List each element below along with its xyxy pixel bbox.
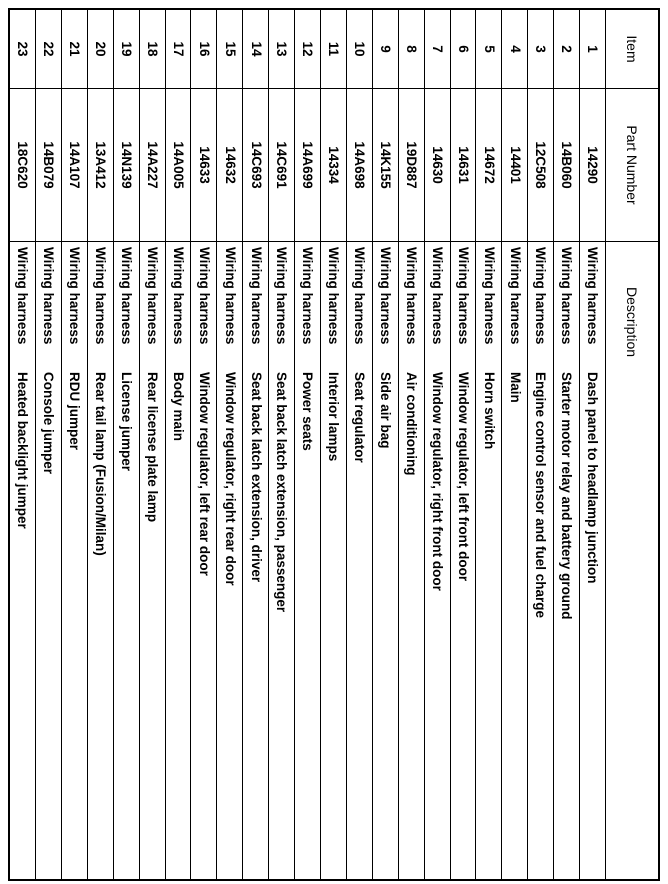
- description-type: Wiring harness: [559, 247, 575, 345]
- table-row: [114, 10, 140, 879]
- table-row: [580, 10, 605, 879]
- header-item: Item: [606, 10, 658, 89]
- item-number-cell: 20: [88, 10, 113, 89]
- item-number-cell: 18: [140, 10, 165, 89]
- description-detail: Rear tail lamp (Fusion/Milan): [93, 372, 109, 556]
- part-number-cell: 14B060: [554, 89, 579, 242]
- description-type: Wiring harness: [585, 247, 601, 345]
- table-row: [295, 10, 321, 879]
- table-row: [554, 10, 580, 879]
- table-row: [347, 10, 373, 879]
- item-number-cell: 16: [192, 10, 217, 89]
- part-number-cell: 14632: [217, 89, 242, 242]
- description-detail: Air conditioning: [403, 372, 419, 476]
- part-number-cell: 14B079: [36, 89, 61, 242]
- description-detail: Engine control sensor and fuel charge: [533, 372, 549, 619]
- description-cell: [502, 242, 527, 879]
- description-detail: Power seats: [300, 372, 316, 451]
- part-number-cell: 14A698: [347, 89, 372, 242]
- item-number-cell: 9: [373, 10, 398, 89]
- item-number-cell: 6: [451, 10, 476, 89]
- description-type: Wiring harness: [352, 247, 368, 345]
- part-number-cell: 14A227: [140, 89, 165, 242]
- description-detail: License jumper: [118, 372, 134, 472]
- item-number-cell: 13: [269, 10, 294, 89]
- table-row: [217, 10, 243, 879]
- part-number-cell: 14630: [425, 89, 450, 242]
- table-row: [476, 10, 502, 879]
- description-cell: [88, 242, 113, 879]
- description-cell: [243, 242, 268, 879]
- table-row: [321, 10, 347, 879]
- item-number-cell: 19: [114, 10, 139, 89]
- header-part-number: Part Number: [606, 89, 658, 242]
- description-cell: [166, 242, 191, 879]
- description-type: Wiring harness: [403, 247, 419, 345]
- item-number-cell: 21: [62, 10, 87, 89]
- description-type: Wiring harness: [67, 247, 83, 345]
- description-detail: Seat back latch extension, passenger: [274, 372, 290, 613]
- description-cell: [347, 242, 372, 879]
- part-number-cell: 14633: [192, 89, 217, 242]
- description-detail: Main: [507, 372, 523, 403]
- description-type: Wiring harness: [481, 247, 497, 345]
- part-number-cell: 14A107: [62, 89, 87, 242]
- table-row: [62, 10, 88, 879]
- part-number-cell: 14K155: [373, 89, 398, 242]
- description-type: Wiring harness: [300, 247, 316, 345]
- parts-table: [8, 8, 660, 881]
- description-cell: [554, 242, 579, 879]
- part-number-cell: 14N139: [114, 89, 139, 242]
- part-number-cell: 14672: [476, 89, 501, 242]
- description-detail: Interior lamps: [326, 372, 342, 462]
- description-detail: Window regulator, right front door: [429, 372, 445, 591]
- description-detail: Window regulator, right rear door: [222, 372, 238, 586]
- description-detail: RDU jumper: [67, 372, 83, 451]
- description-detail: Seat back latch extension, driver: [248, 372, 264, 583]
- description-detail: Seat regulator: [352, 372, 368, 463]
- description-cell: [580, 242, 605, 879]
- part-number-cell: 14A699: [295, 89, 320, 242]
- item-number-cell: 14: [243, 10, 268, 89]
- description-detail: Heated backlight jumper: [15, 372, 31, 529]
- description-cell: [425, 242, 450, 879]
- description-type: Wiring harness: [41, 247, 57, 345]
- description-type: Wiring harness: [274, 247, 290, 345]
- description-type: Wiring harness: [144, 247, 160, 345]
- description-detail: Side air bag: [378, 372, 394, 449]
- table-row: [36, 10, 62, 879]
- description-cell: [269, 242, 294, 879]
- part-number-cell: 13A412: [88, 89, 113, 242]
- item-number-cell: 5: [476, 10, 501, 89]
- header-description: Description: [624, 286, 640, 358]
- part-number-cell: 14A005: [166, 89, 191, 242]
- item-number-cell: 3: [528, 10, 553, 89]
- description-type: Wiring harness: [93, 247, 109, 345]
- description-cell: [373, 242, 398, 879]
- description-cell: [476, 242, 501, 879]
- description-detail: Console jumper: [41, 372, 57, 475]
- table-row: [140, 10, 166, 879]
- part-number-cell: 14290: [580, 89, 605, 242]
- part-number-cell: 12C508: [528, 89, 553, 242]
- table-row: [373, 10, 399, 879]
- table-row: [425, 10, 451, 879]
- table-row: [88, 10, 114, 879]
- item-number-cell: 1: [580, 10, 605, 89]
- description-detail: Window regulator, left front door: [455, 372, 471, 582]
- description-cell: [10, 242, 35, 879]
- part-number-cell: 18C620: [10, 89, 35, 242]
- item-number-cell: 12: [295, 10, 320, 89]
- description-cell: [451, 242, 476, 879]
- description-detail: Starter motor relay and battery ground: [559, 372, 575, 620]
- description-detail: Body main: [170, 372, 186, 442]
- item-number-cell: 15: [217, 10, 242, 89]
- part-number-cell: 14401: [502, 89, 527, 242]
- item-number-cell: 17: [166, 10, 191, 89]
- table-row: [451, 10, 477, 879]
- description-cell: [140, 242, 165, 879]
- description-cell: [321, 242, 346, 879]
- description-detail: Rear license plate lamp: [144, 372, 160, 523]
- part-number-cell: 14C691: [269, 89, 294, 242]
- description-type: Wiring harness: [170, 247, 186, 345]
- description-type: Wiring harness: [378, 247, 394, 345]
- description-type: Wiring harness: [196, 247, 212, 345]
- item-number-cell: 7: [425, 10, 450, 89]
- table-row: [166, 10, 192, 879]
- description-cell: [36, 242, 61, 879]
- table-row: [10, 10, 36, 879]
- description-type: Wiring harness: [15, 247, 31, 345]
- description-cell: [192, 242, 217, 879]
- description-cell: [62, 242, 87, 879]
- description-detail: Horn switch: [481, 372, 497, 450]
- description-type: Wiring harness: [533, 247, 549, 345]
- description-type: Wiring harness: [429, 247, 445, 345]
- description-detail: Window regulator, left rear door: [196, 372, 212, 576]
- item-number-cell: 11: [321, 10, 346, 89]
- description-type: Wiring harness: [455, 247, 471, 345]
- description-type: Wiring harness: [248, 247, 264, 345]
- description-cell: [528, 242, 553, 879]
- part-number-cell: 14C693: [243, 89, 268, 242]
- description-type: Wiring harness: [507, 247, 523, 345]
- part-number-cell: 14334: [321, 89, 346, 242]
- part-number-cell: 19D887: [399, 89, 424, 242]
- description-cell: [114, 242, 139, 879]
- item-number-cell: 4: [502, 10, 527, 89]
- table-row: [192, 10, 218, 879]
- item-number-cell: 2: [554, 10, 579, 89]
- item-number-cell: 10: [347, 10, 372, 89]
- table-row: [269, 10, 295, 879]
- item-number-cell: 23: [10, 10, 35, 89]
- table-row: [528, 10, 554, 879]
- description-cell: [399, 242, 424, 879]
- description-cell: [217, 242, 242, 879]
- item-number-cell: 8: [399, 10, 424, 89]
- description-type: Wiring harness: [118, 247, 134, 345]
- table-row: [243, 10, 269, 879]
- part-number-cell: 14631: [451, 89, 476, 242]
- description-detail: Dash panel to headlamp junction: [585, 372, 601, 584]
- description-type: Wiring harness: [326, 247, 342, 345]
- table-row: [399, 10, 425, 879]
- item-number-cell: 22: [36, 10, 61, 89]
- description-type: Wiring harness: [222, 247, 238, 345]
- table-row: [502, 10, 528, 879]
- description-cell: [295, 242, 320, 879]
- table-header-row: [605, 10, 658, 879]
